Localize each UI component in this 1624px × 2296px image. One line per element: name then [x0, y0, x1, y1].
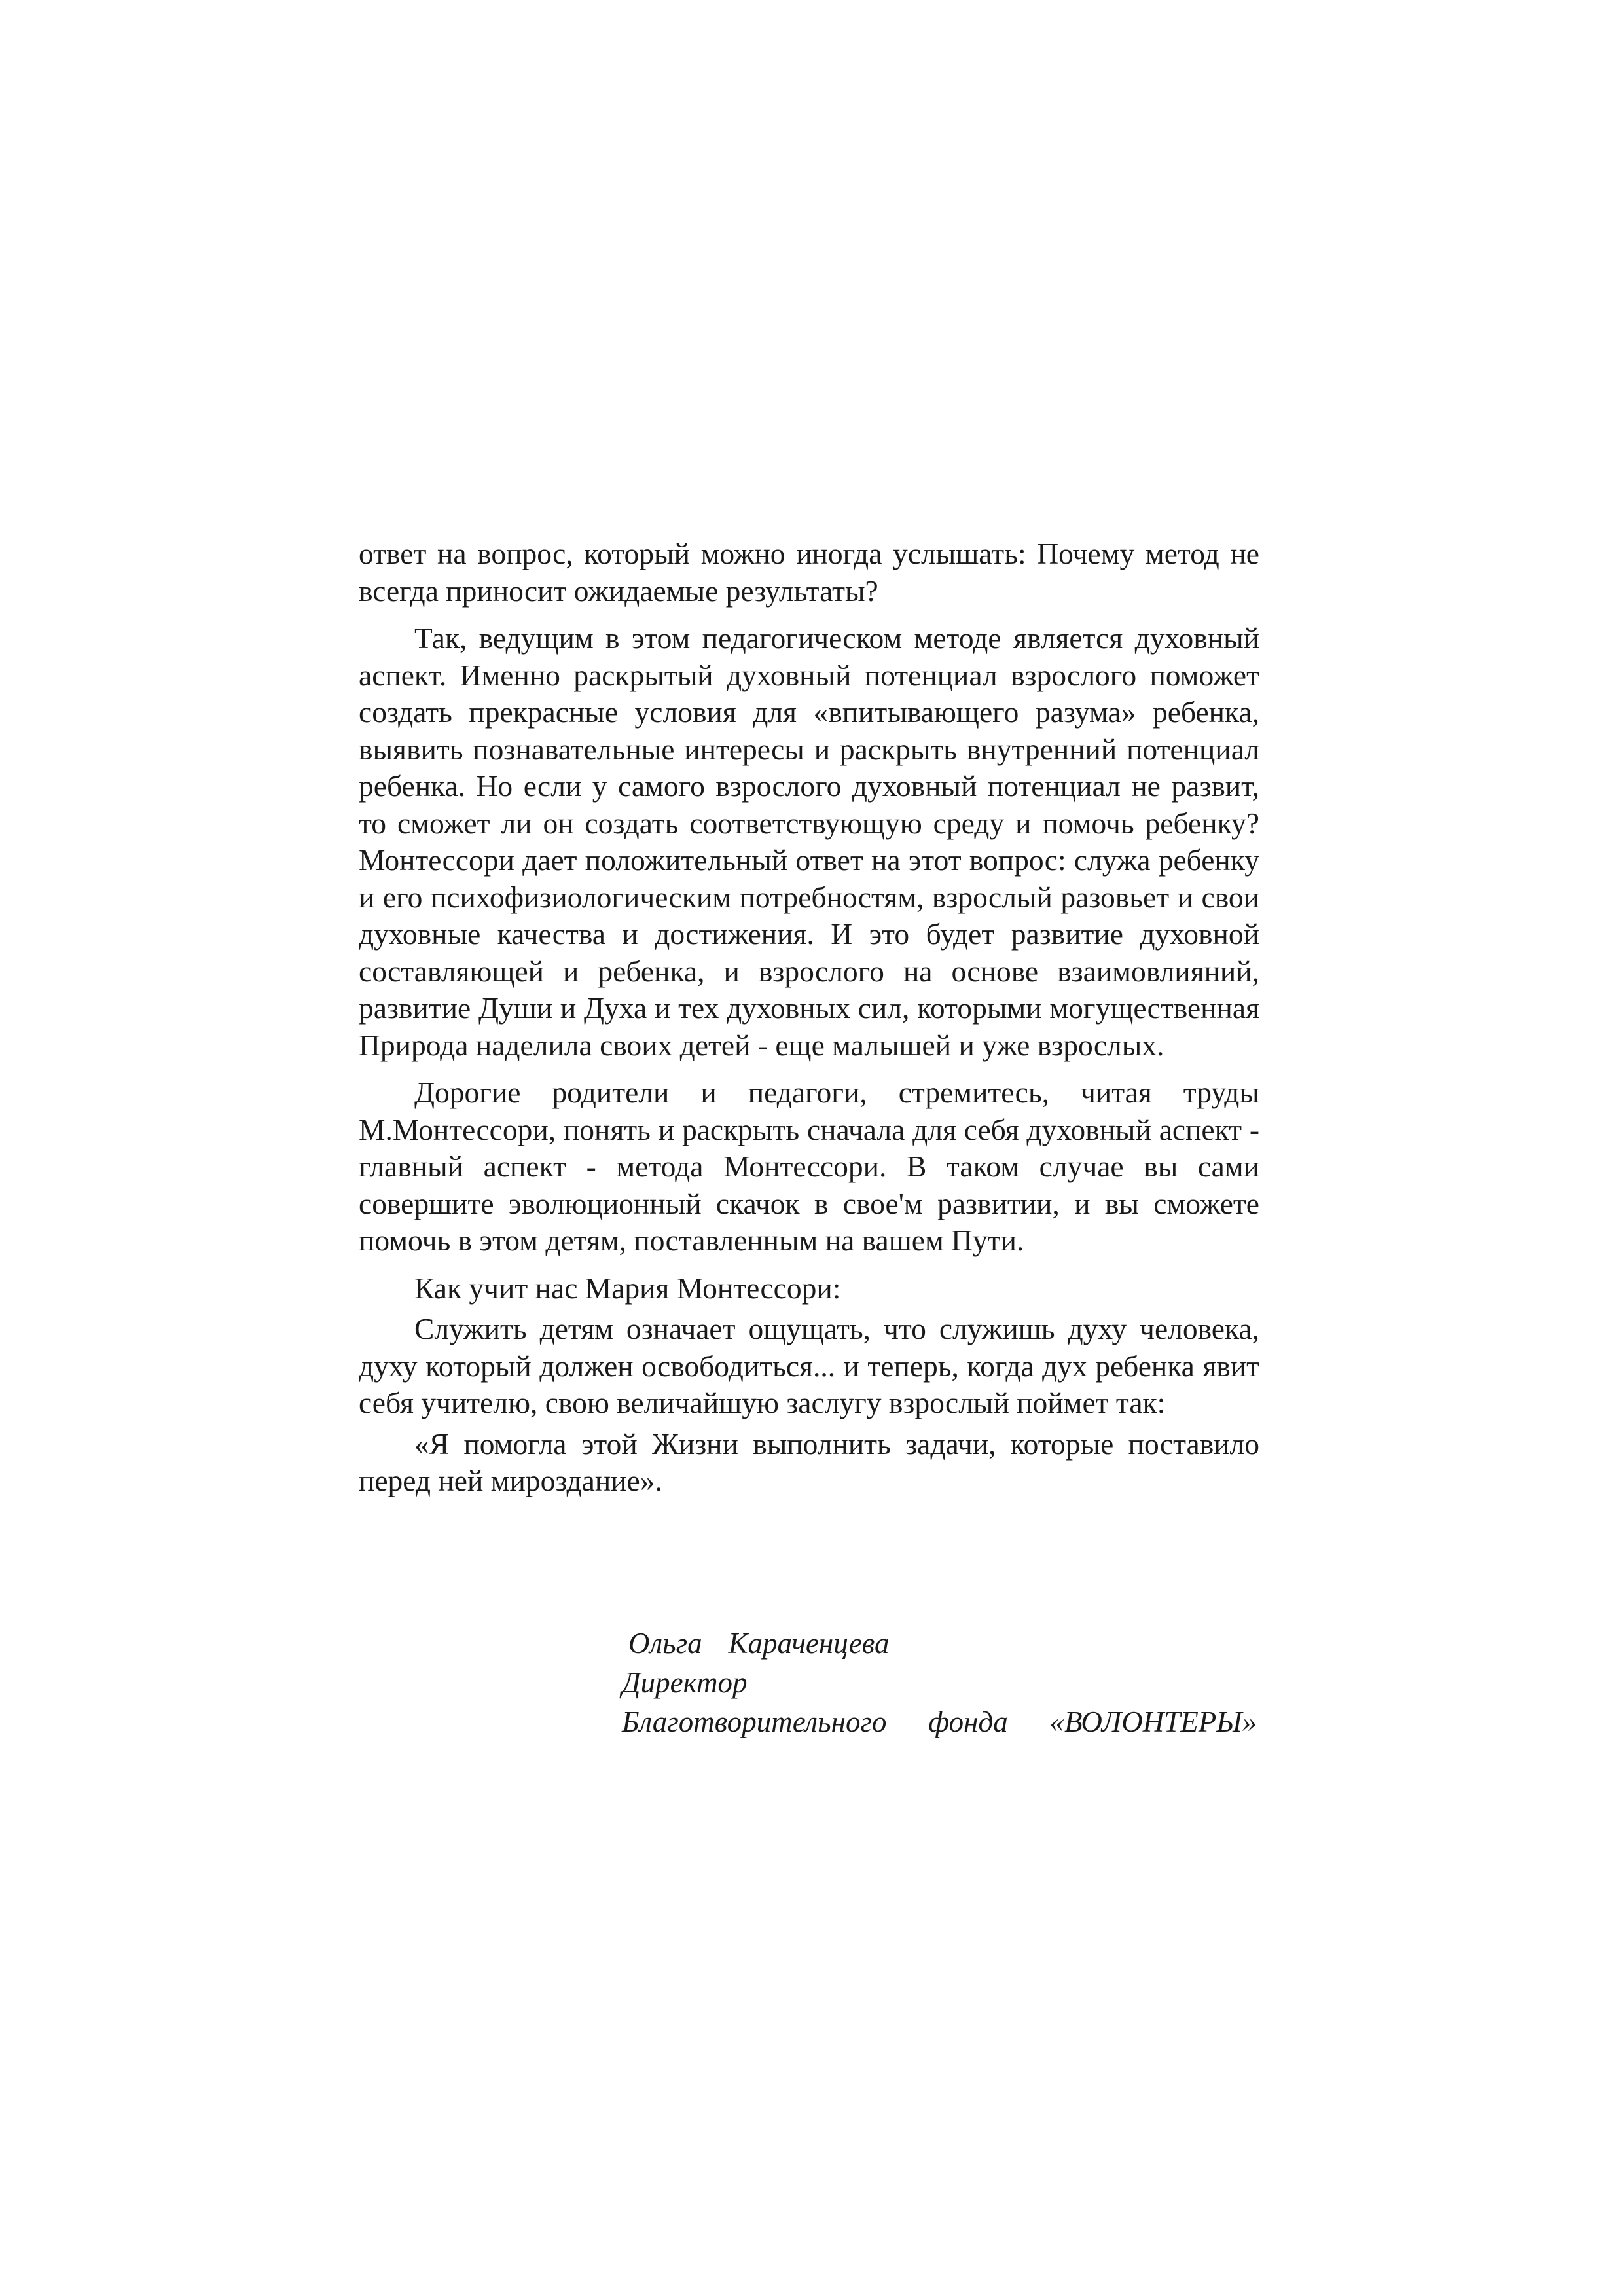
paragraph-continuation: ответ на вопрос, который можно иногда услышать: Почему метод не всегда приносит ожидаемые результаты?	[359, 537, 1259, 608]
signature-last-name: Караченцева	[728, 1627, 890, 1660]
paragraph-closing-quote: «Я помогла этой Жизни выполнить задачи, которые поставило перед ней мироздание».	[359, 1427, 1259, 1497]
paragraph-quote: Служить детям означает ощущать, что служишь духу человека, духу который должен освободиться... и теперь, когда дух ребенка явит себя учителю, свою величайшую заслугу взрослый поймет так:	[359, 1312, 1259, 1419]
signature-org-word-2: фонда	[928, 1705, 1008, 1738]
main-text	[359, 536, 1259, 1510]
paragraph-quote-intro: Как учит нас Мария Монтессори:	[414, 1271, 841, 1305]
paragraph-spiritual-aspect: Так, ведущим в этом педагогическом методе является духовный аспект. Именно раскрытый духовный потенциал взрослого поможет создать прекрасные условия для «впитывающего разума» ребенка, выявить познавательные интересы и раскрыть внутренний потенциал ребенка. Но если у самого взрослого духовный потенциал не развит, то сможет ли он создать соответствующую среду и помочь ребенку? Монтессори дает положительный ответ на этот вопрос: служа ребенку и его психофизиологическим потребностям, взрослый разовьет и свои духовные качества и достижения. И это будет развитие духовной составляющей и ребенка, и взрослого на основе взаимовлияний, развитие Души и Духа и тех духовных сил, которыми могущественная Природа наделила своих детей - еще малышей и уже взрослых.	[359, 621, 1259, 1062]
signature-organization	[622, 1702, 1257, 1741]
signature-position: Директор	[622, 1666, 748, 1699]
signature-name	[622, 1624, 1257, 1663]
signature-org-word-1: Благотворительного	[622, 1705, 887, 1738]
signature-block	[622, 1624, 1257, 1741]
paragraph-appeal: Дорогие родители и педагоги, стремитесь, читая труды М.Монтессори, понять и раскрыть сначала для себя духовный аспект - главный аспект - метода Монтессори. В таком случае вы сами совершите эволюционный скачок в свое'м развитии, и вы сможете помочь в этом детям, поставленным на вашем Пути.	[359, 1076, 1259, 1257]
signature-org-word-3: «ВОЛОНТЕРЫ»	[1049, 1705, 1257, 1738]
signature-first-name: Ольга	[628, 1627, 702, 1660]
